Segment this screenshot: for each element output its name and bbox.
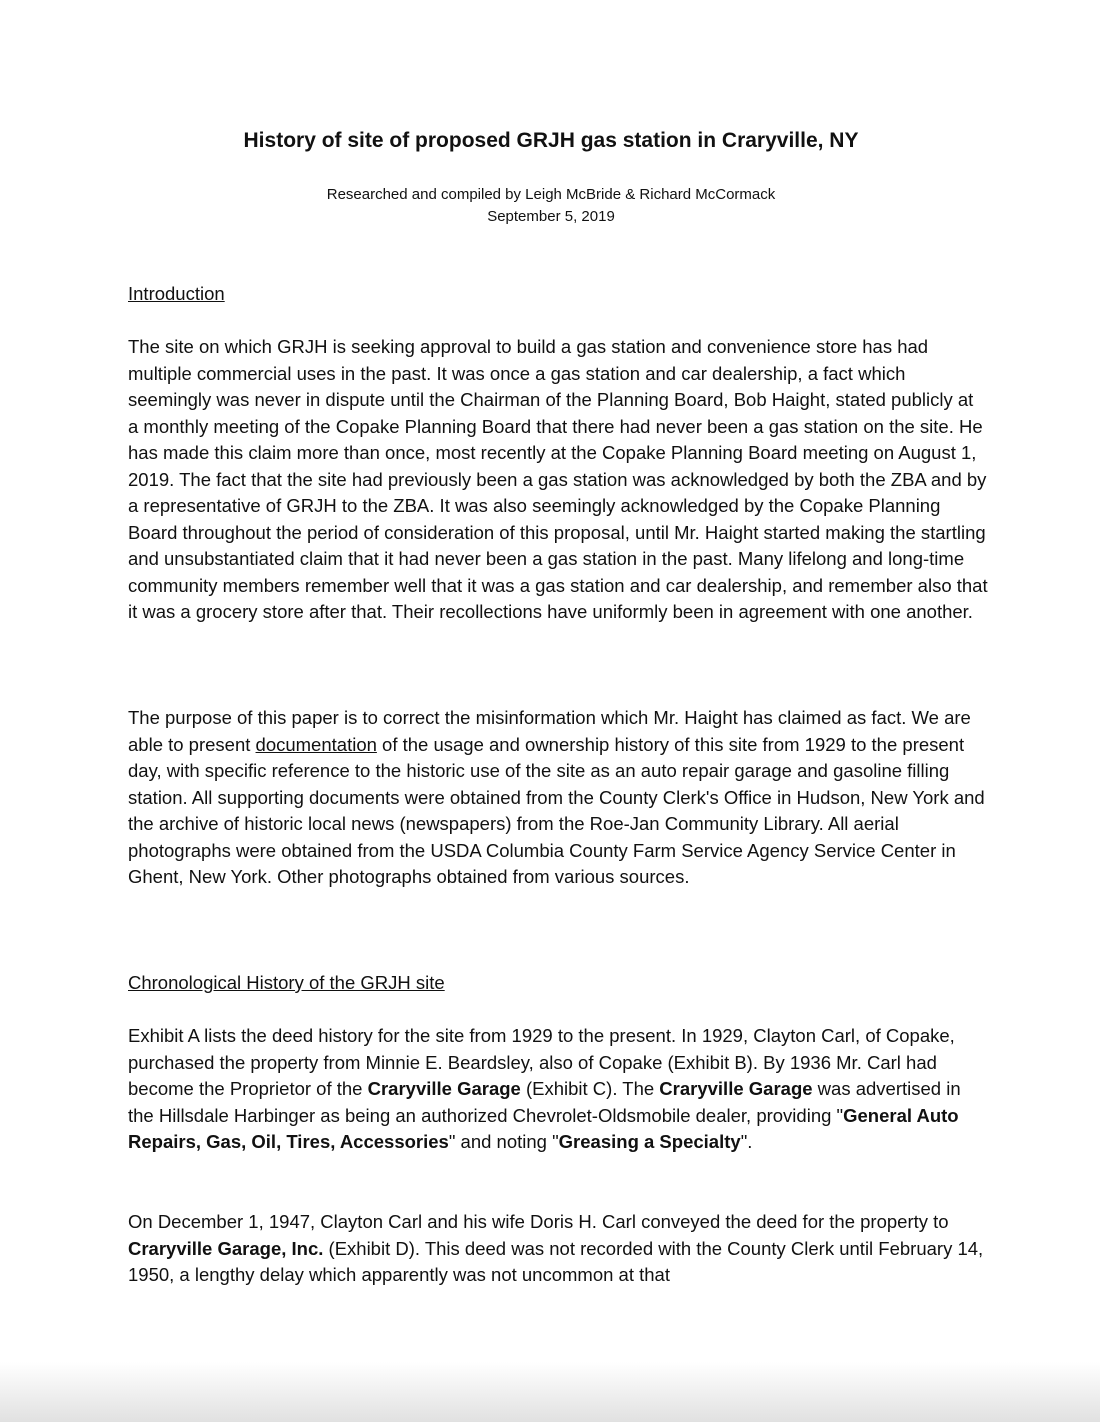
history-p2-text-c: (Exhibit D). This deed was not recorded with the County Clerk until February 14, 1950, a lengthy delay which apparently was not uncommon at that [128, 1237, 984, 1285]
history-p2-text-a: On December 1, 1947, Clayton Carl and his wife Doris H. Carl conveyed the deed for the property to [128, 1211, 949, 1232]
page-bottom-shadow [0, 1362, 1100, 1422]
history-paragraph-2 [128, 1209, 988, 1289]
document-date: September 5, 2019 [487, 208, 615, 225]
intro-p2-text-b: of the usage and ownership history of this site from 1929 to the present day, with specific reference to the historic use of the site as an auto repair garage and gasoline filling station. All supporting documents were obtained from the County Clerk's Office in Hudson, New York and the archive of historic local news (newspapers) from the Roe-Jan Community Library. All aerial photographs were obtained from the USDA Columbia County Farm Service Agency Service Center in Ghent, New York. Other photographs obtained from various sources. [128, 733, 985, 887]
history-p1-text-c: (Exhibit C). The [520, 1078, 660, 1099]
documentation-underlined: documentation [255, 733, 377, 755]
bold-craryville-garage-1: Craryville Garage [367, 1078, 521, 1099]
section-heading-chronological-history: Chronological History of the GRJH site [128, 972, 445, 993]
history-p1-text-f: ". [740, 1131, 753, 1152]
byline: Researched and compiled by Leigh McBride & Richard McCormack [326, 186, 776, 203]
history-p1-text-e: " and noting " [448, 1131, 559, 1152]
intro-paragraph-2 [128, 705, 988, 891]
intro-paragraph-1: The site on which GRJH is seeking approval to build a gas station and convenience store has had multiple commercial uses in the past. It was once a gas station and car dealership, a fact which seemingly was never in dispute until the Chairman of the Planning Board, Bob Haight, stated publicly at a monthly meeting of the Copake Planning Board that there had never been a gas station on the site. He has made this claim more than once, most recently at the Copake Planning Board meeting on August 1, 2019. The fact that the site had previously been a gas station was acknowledged by both the ZBA and by a representative of GRJH to the ZBA. It was also seemingly acknowledged by the Copake Planning Board throughout the period of consideration of this proposal, until Mr. Haight started making the startling and unsubstantiated claim that it had never been a gas station in the past. Many lifelong and long-time community members remember well that it was a gas station and car dealership, and remember also that it was a grocery store after that. Their recollections have uniformly been in agreement with one another. [128, 336, 988, 622]
section-heading-introduction: Introduction [128, 283, 225, 304]
bold-craryville-garage-inc: Craryville Garage, Inc. [128, 1237, 324, 1259]
bold-services-list: General Auto Repairs, Gas, Oil, Tires, Accessories [128, 1104, 959, 1152]
bold-craryville-garage-2: Craryville Garage [659, 1078, 813, 1099]
history-paragraph-1 [128, 1023, 988, 1156]
document-title: History of site of proposed GRJH gas station in Craryville, NY [243, 129, 859, 152]
history-p1-text-d: was advertised in the Hillsdale Harbinger as being an authorized Chevrolet-Oldsmobile dealer, providing " [128, 1078, 961, 1126]
history-p1-text-a: Exhibit A lists the deed history for the site from 1929 to the present. In 1929, Clayton Carl, of Copake, purchased the property from Minnie E. Beardsley, also of Copake (Exhibit B). By 1936 Mr. Carl had become the Proprietor of the [128, 1025, 955, 1099]
bold-greasing-specialty: Greasing a Specialty [558, 1131, 741, 1152]
intro-p2-text-a: The purpose of this paper is to correct the misinformation which Mr. Haight has claimed as fact. We are able to present [128, 707, 971, 755]
